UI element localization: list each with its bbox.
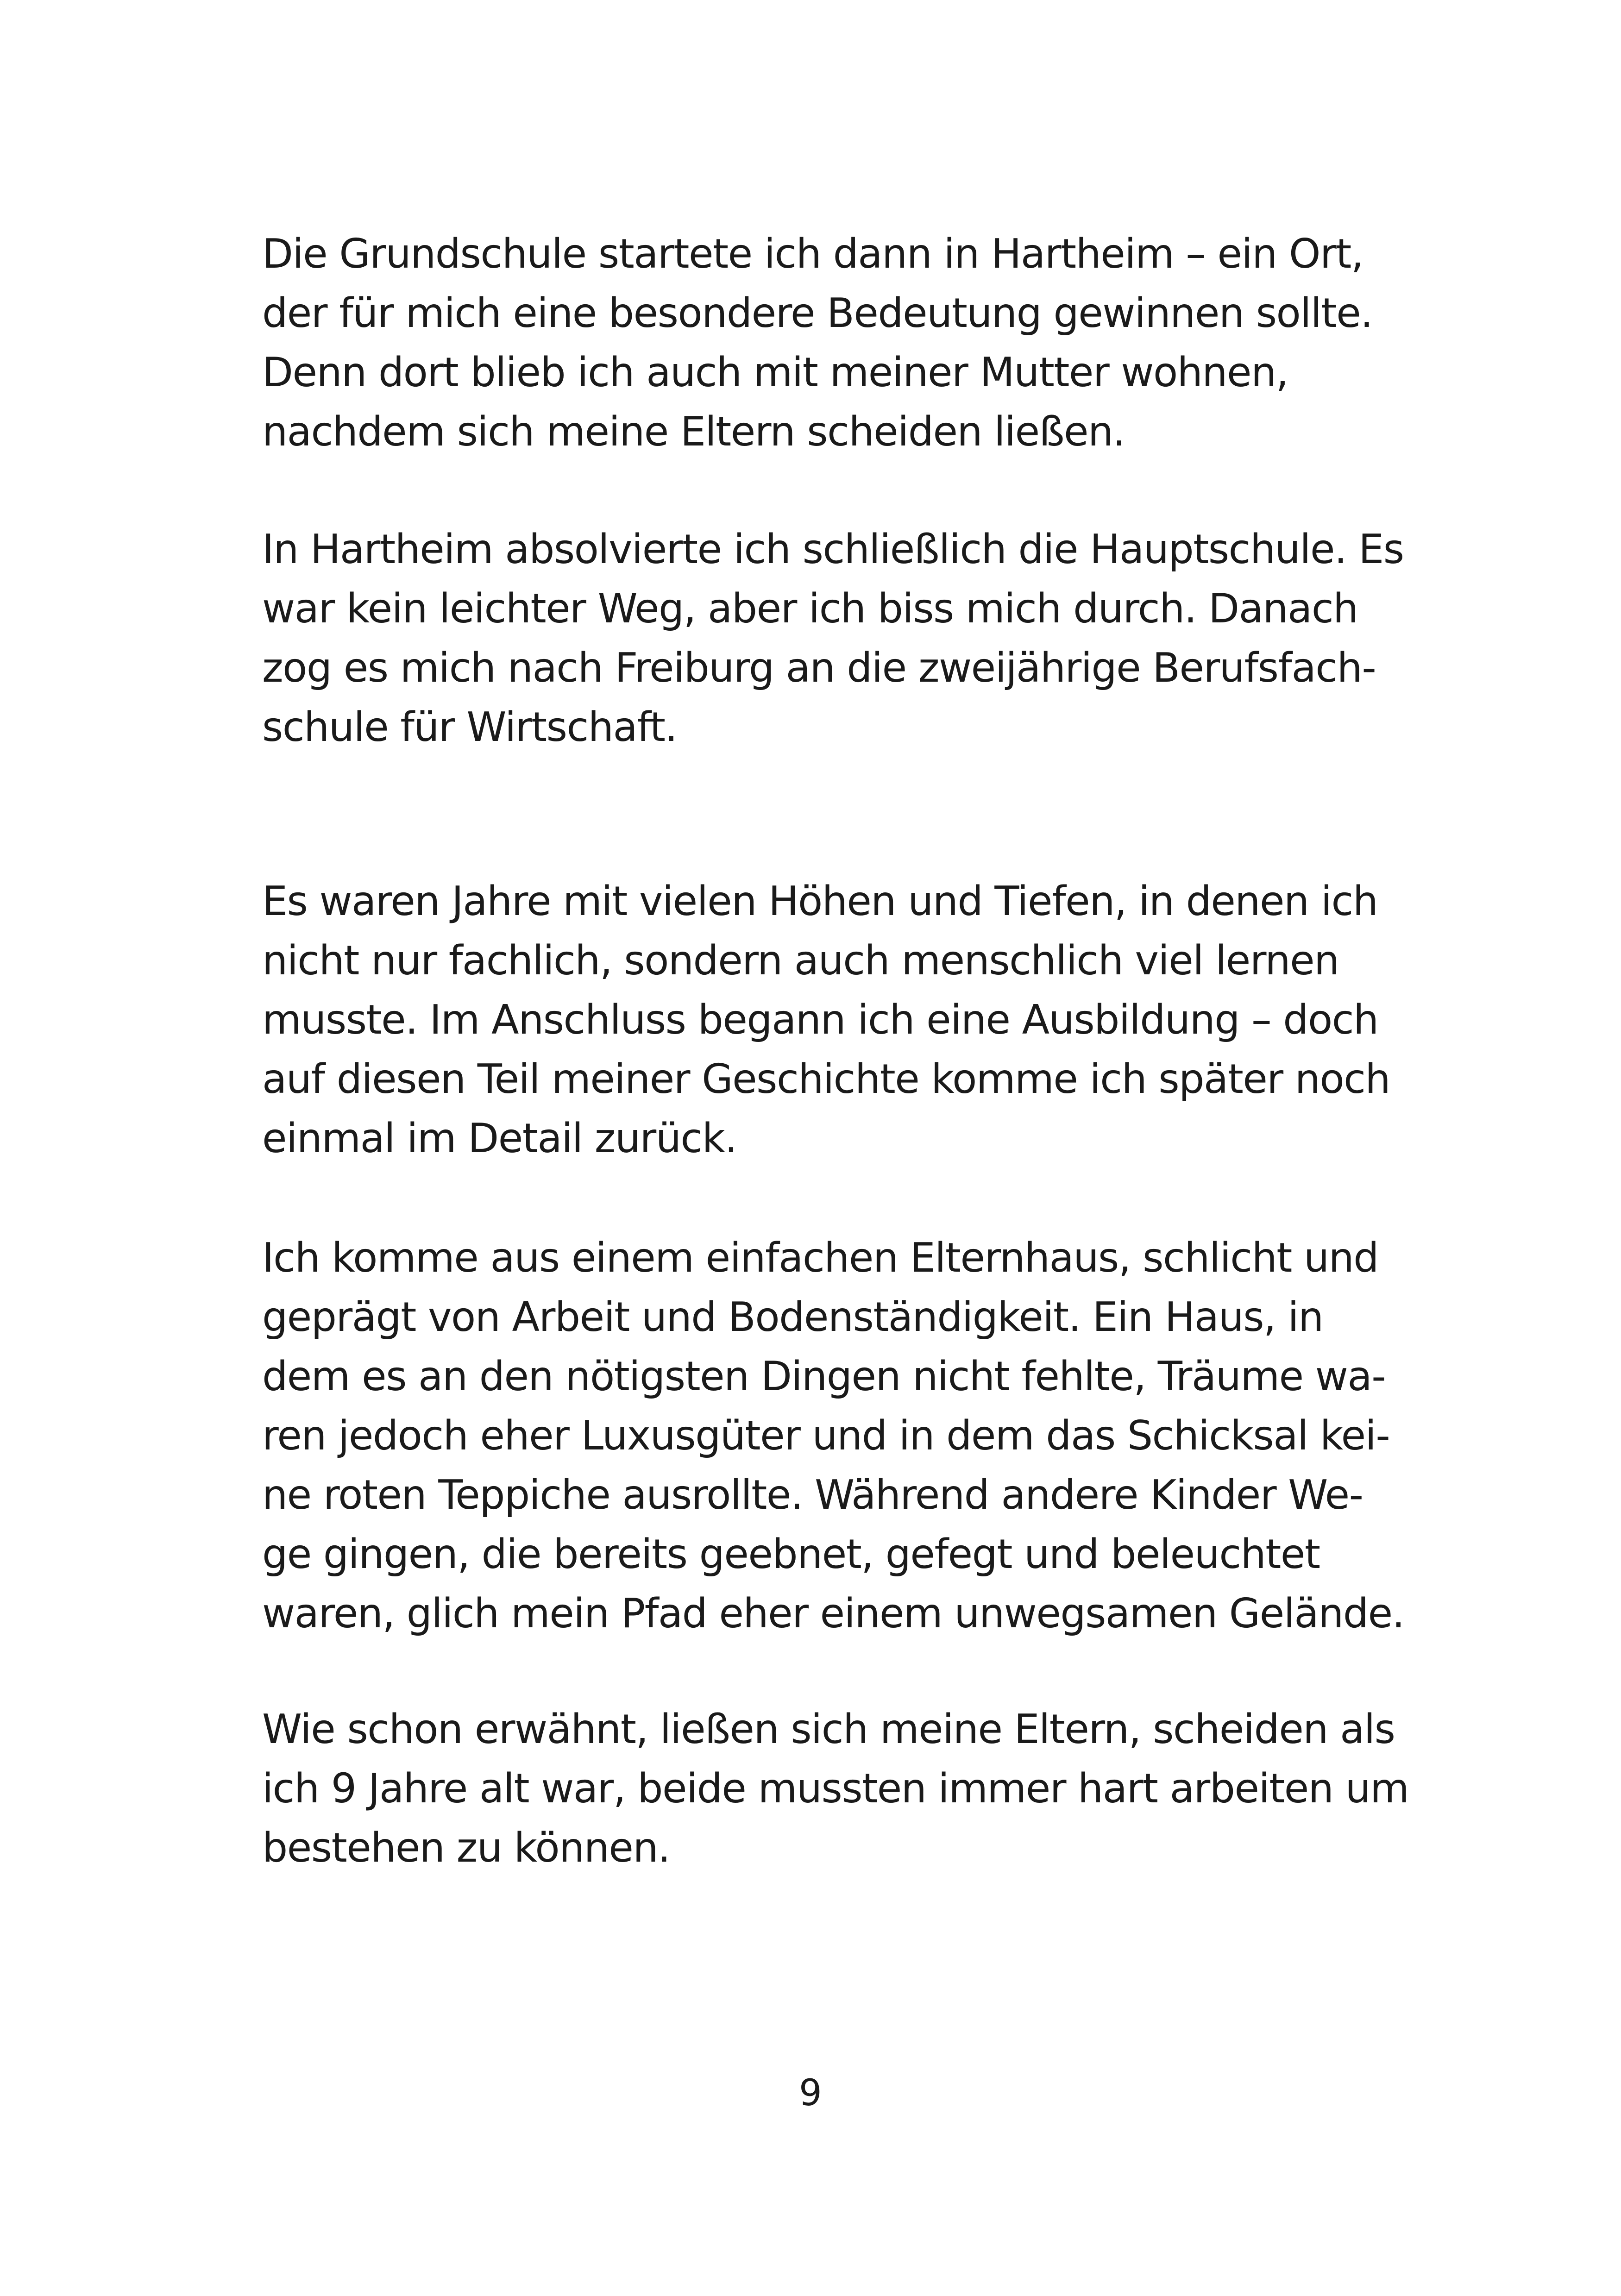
text-line: Denn dort blieb ich auch mit meiner Mutter wohnen, (262, 349, 1288, 396)
text-line: ge gingen, die bereits geebnet, gefegt und beleuchtet (262, 1531, 1320, 1578)
page-number: 9 (799, 2072, 822, 2114)
text-line: der für mich eine besondere Bedeutung gewinnen sollte. (262, 289, 1373, 337)
paragraph-hauptschule (262, 520, 1411, 757)
paragraph-elternhaus (262, 1228, 1411, 1643)
text-line: bestehen zu können. (262, 1824, 670, 1871)
text-line: Die Grundschule startete ich dann in Hartheim – ein Ort, (262, 230, 1363, 277)
paragraph-scheidung (262, 1700, 1411, 1877)
text-line: geprägt von Arbeit und Bodenständigkeit. Ein Haus, in (262, 1293, 1323, 1341)
text-line: Wie schon erwähnt, ließen sich meine Eltern, scheiden als (262, 1706, 1395, 1753)
text-line: schule für Wirtschaft. (262, 703, 677, 751)
text-line: musste. Im Anschluss begann ich eine Ausbildung – doch (262, 996, 1378, 1043)
text-line: einmal im Detail zurück. (262, 1115, 737, 1162)
paragraph-grundschule (262, 224, 1411, 461)
text-line: In Hartheim absolvierte ich schließlich die Hauptschule. Es (262, 526, 1404, 573)
text-line: dem es an den nötigsten Dingen nicht fehlte, Träume wa- (262, 1353, 1386, 1400)
text-line: Es waren Jahre mit vielen Höhen und Tiefen, in denen ich (262, 878, 1378, 925)
text-line: zog es mich nach Freiburg an die zweijährige Berufsfach- (262, 644, 1376, 691)
text-line: ich 9 Jahre alt war, beide mussten immer hart arbeiten um (262, 1765, 1409, 1812)
text-line: nachdem sich meine Eltern scheiden ließen. (262, 408, 1125, 455)
text-line: Ich komme aus einem einfachen Elternhaus, schlicht und (262, 1234, 1379, 1281)
text-line: war kein leichter Weg, aber ich biss mich durch. Danach (262, 585, 1358, 632)
text-line: ne roten Teppiche ausrollte. Während andere Kinder We- (262, 1471, 1363, 1518)
text-line: ren jedoch eher Luxusgüter und in dem das Schicksal kei- (262, 1412, 1390, 1459)
paragraph-hoehen-tiefen (262, 872, 1411, 1168)
text-line: auf diesen Teil meiner Geschichte komme ich später noch (262, 1055, 1390, 1103)
text-line: waren, glich mein Pfad eher einem unwegsamen Gelände. (262, 1590, 1404, 1637)
text-line: nicht nur fachlich, sondern auch menschlich viel lernen (262, 937, 1339, 984)
